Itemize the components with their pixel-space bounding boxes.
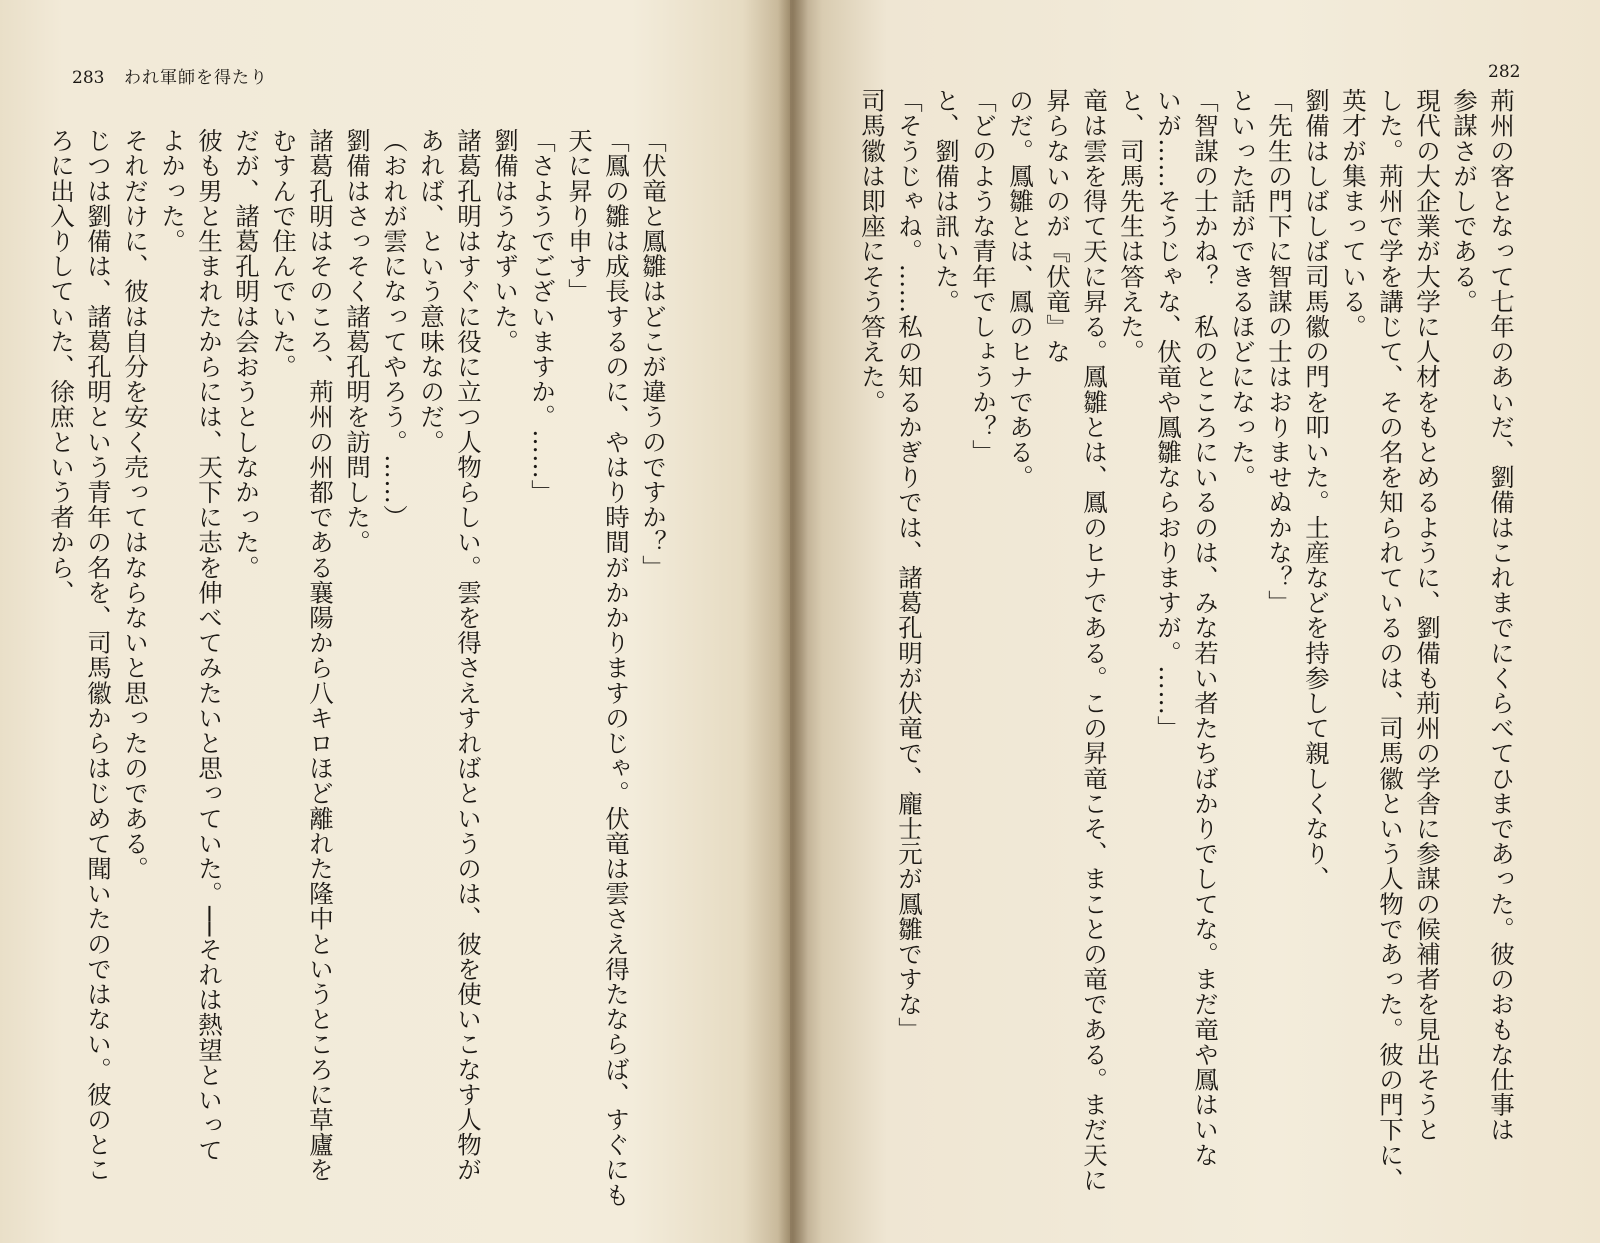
page-number-left: 283 bbox=[72, 68, 105, 88]
text-line: 諸葛孔明はそのころ、荊州の州都である襄陽から八キロほど離れた隆中というところに草廬を bbox=[306, 128, 335, 1183]
text-line: いが……そうじゃな、伏竜や鳳雛ならおりますが。……」 bbox=[1154, 88, 1183, 741]
text-line: 彼も男と生まれたからには、天下に志を伸べてみたいと思っていた。──それは熱望といって bbox=[195, 128, 224, 1163]
text-line: 「そうじゃね。……私の知るかぎりでは、諸葛孔明が伏竜で、龐士元が鳳雛ですな」 bbox=[895, 88, 924, 1042]
text-line: 竜は雲を得て天に昇る。鳳雛とは、鳳のヒナである。この昇竜こそ、まことの竜である。まだ天に昇らないのが『伏竜』な bbox=[1043, 88, 1109, 1193]
text-line: （おれが雲になってやろう。……） bbox=[380, 128, 409, 530]
text-line: ろに出入りしていた、徐庶という者から、 bbox=[47, 128, 76, 605]
text-line: 「鳳の雛は成長するのに、やはり時間がかかりますのじゃ。伏竜は雲さえ得たならば、すぐにも bbox=[602, 128, 631, 1208]
text-line: 荊州の客となって七年のあいだ、劉備はこれまでにくらべてひまであった。彼のおもな仕事は bbox=[1487, 88, 1516, 1143]
text-line: のだ。鳳雛とは、鳳のヒナである。 bbox=[1006, 88, 1035, 490]
text-line: 諸葛孔明はすぐに役に立つ人物らしい。雲を得さえすればというのは、彼を使いこなす人物が bbox=[454, 128, 483, 1183]
text-line: 「どのような青年でしょうか？」 bbox=[969, 88, 998, 465]
text-line: した。荊州で学を講じて、その名を知られているのは、司馬徽という人物であった。彼の門下に、 bbox=[1376, 88, 1405, 1193]
text-line: 天に昇り申す」 bbox=[565, 128, 594, 304]
text-line: 司馬徽は即座にそう答えた。 bbox=[858, 88, 887, 415]
text-line: じつは劉備は、諸葛孔明という青年の名を、司馬徽からはじめて聞いたのではない。彼のとこ bbox=[84, 128, 113, 1183]
text-line: 「智謀の士かね？ 私のところにいるのは、みな若い者たちばかりでしてな。まだ竜や鳳はいな bbox=[1191, 88, 1220, 1168]
text-line: 「さようでございますか。……」 bbox=[528, 128, 557, 505]
text-line: だが、諸葛孔明は会おうとしなかった。 bbox=[232, 128, 261, 580]
text-line: 英才が集まっている。 bbox=[1339, 88, 1368, 339]
right-page bbox=[790, 0, 1600, 1243]
text-line: と、司馬先生は答えた。 bbox=[1117, 88, 1146, 365]
text-line: 劉備はうなずいた。 bbox=[491, 128, 520, 354]
text-line: むすんで住んでいた。 bbox=[269, 128, 298, 379]
text-line: 参謀さがしである。 bbox=[1450, 88, 1479, 314]
right-page-body bbox=[840, 88, 1520, 1198]
text-line: それだけに、彼は自分を安く売ってはならないと思ったのである。 bbox=[121, 128, 150, 881]
text-line: 劉備はしばしば司馬徽の門を叩いた。土産などを持参して親しくなり、 bbox=[1302, 88, 1331, 892]
running-head: われ軍師を得たり bbox=[124, 68, 268, 88]
text-line: 「伏竜と鳳雛はどこが違うのですか？」 bbox=[639, 128, 668, 580]
text-line: よかった。 bbox=[158, 128, 187, 254]
text-line: と、劉備は訊いた。 bbox=[932, 88, 961, 314]
text-line: 現代の大企業が大学に人材をもとめるように、劉備も荊州の学舎に参謀の候補者を見出そうと bbox=[1413, 88, 1442, 1143]
book-gutter bbox=[778, 0, 808, 1243]
text-line: 劉備はさっそく諸葛孔明を訪問した。 bbox=[343, 128, 372, 555]
left-page bbox=[0, 0, 790, 1243]
text-line: 「先生の門下に智謀の士はおりませぬかな？」 bbox=[1265, 88, 1294, 616]
text-line: あれば、という意味なのだ。 bbox=[417, 128, 446, 455]
page-number-right: 282 bbox=[1488, 62, 1521, 82]
text-line: といった話ができるほどになった。 bbox=[1228, 88, 1257, 490]
left-page-body bbox=[47, 128, 672, 1208]
